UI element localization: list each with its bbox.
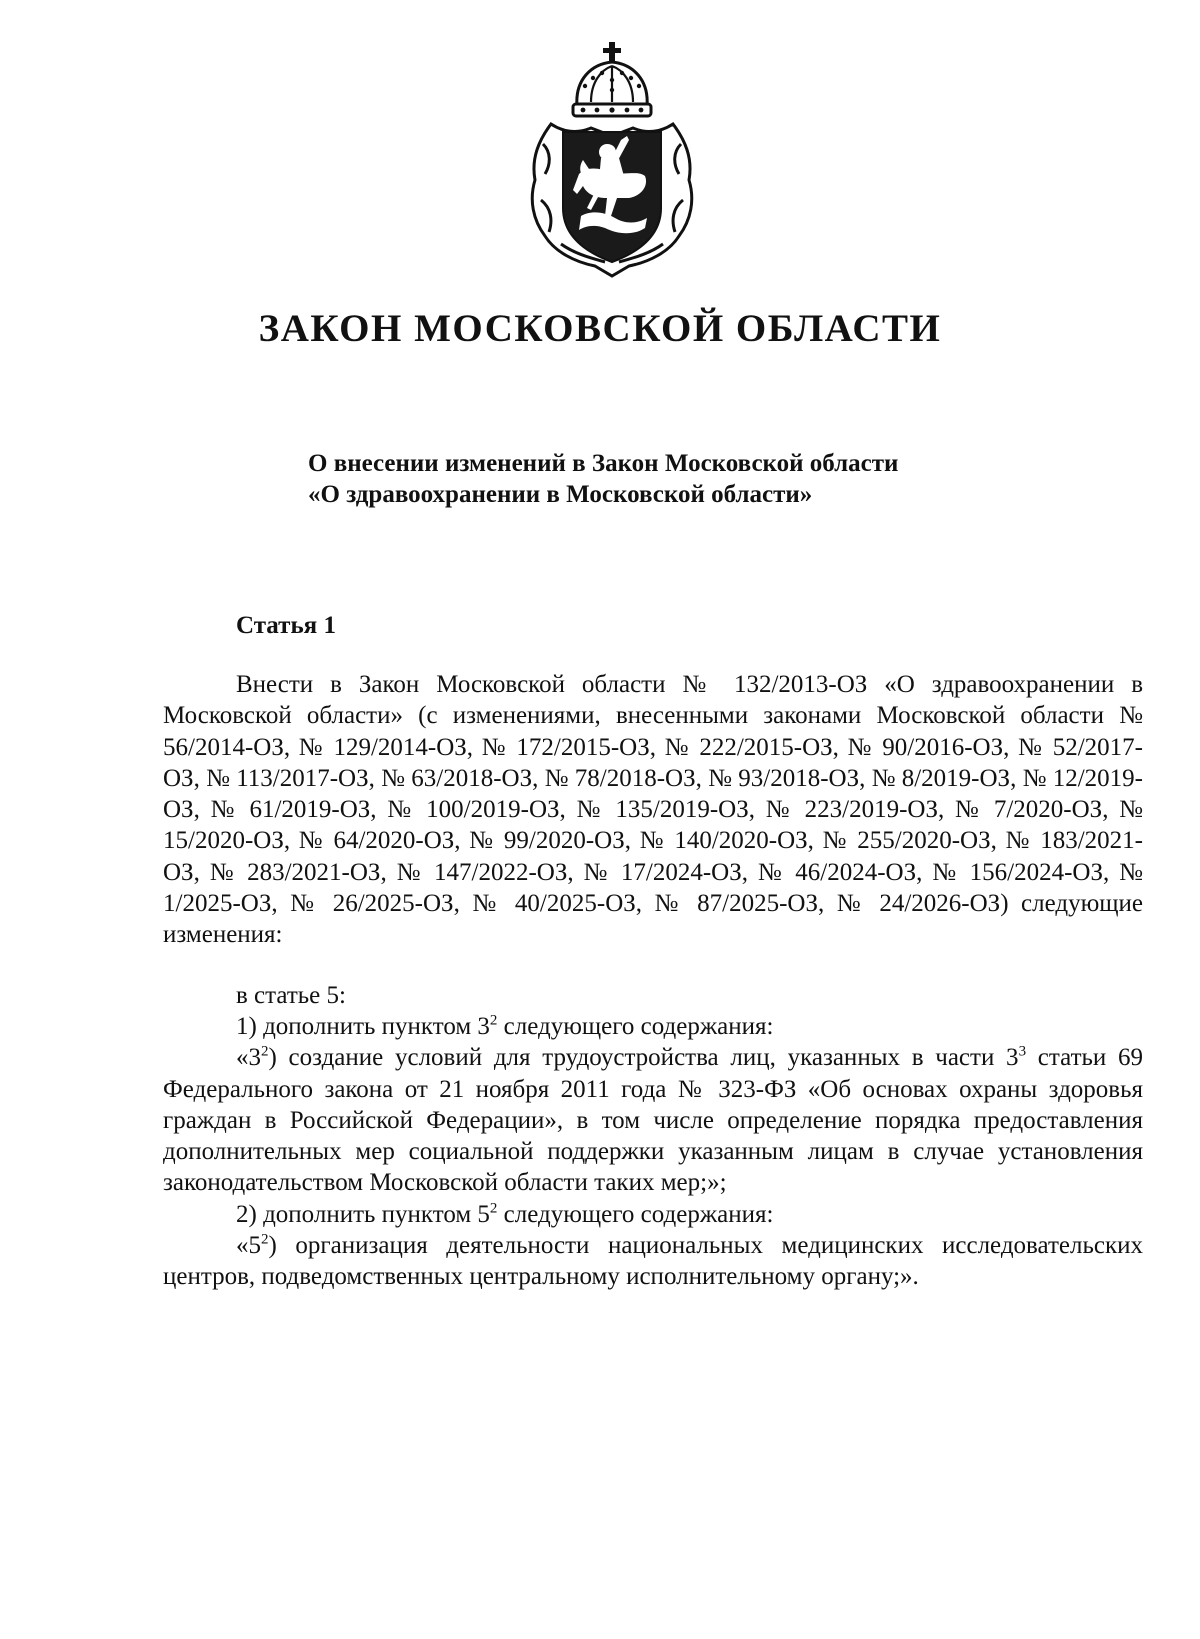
coat-of-arms-icon: [521, 40, 703, 278]
article-heading: Статья 1: [236, 612, 336, 639]
law-subtitle-line-1: О внесении изменений в Закон Московской области: [308, 450, 899, 477]
law-title: ЗАКОН МОСКОВСКОЙ ОБЛАСТИ: [258, 307, 942, 350]
amendment-quote-1: «$3^2$) создание условий для трудоустройства лиц, указанных в части $3^3$ статьи 69 Федерального закона от 21 ноября 2011 года № 323-ФЗ «Об основах охраны здоровья граждан в Российской Федерации», в том числе определение порядка предоставления дополнительных мер социальной поддержки указанным лицам в случае установления законодательством Московской области таких мер;»;: [163, 1043, 1144, 1197]
law-subtitle-line-2: «О здравоохранении в Московской области»: [308, 481, 813, 508]
amendment-item-2: 2) дополнить пунктом $5^2$ следующего содержания:: [236, 1200, 774, 1228]
in-article-line: в статье 5:: [236, 981, 346, 1009]
article-body: [163, 669, 1143, 1293]
amendment-quote-2: «$5^2$) организация деятельности национальных медицинских исследовательских центров, подведомственных центральному исполнительному органу;».: [163, 1231, 1143, 1291]
article-intro-paragraph: Внести в Закон Московской области № 132/2013-ОЗ «О здравоохранении в Московской области» (с изменениями, внесенными законами Московской области № 56/2014-ОЗ, № 129/2014-ОЗ, № 172/2015-ОЗ, № 222/2015-ОЗ, № 90/2016-ОЗ, № 52/2017-ОЗ, № 113/2017-ОЗ, № 63/2018-ОЗ, № 78/2018-ОЗ, № 93/2018-ОЗ, № 8/2019-ОЗ, № 12/2019-ОЗ, № 61/2019-ОЗ, № 100/2019-ОЗ, № 135/2019-ОЗ, № 223/2019-ОЗ, № 7/2020-ОЗ, № 15/2020-ОЗ, № 64/2020-ОЗ, № 99/2020-ОЗ, № 140/2020-ОЗ, № 255/2020-ОЗ, № 183/2021-ОЗ, № 283/2021-ОЗ, № 147/2022-ОЗ, № 17/2024-ОЗ, № 46/2024-ОЗ, № 156/2024-ОЗ, № 1/2025-ОЗ, № 26/2025-ОЗ, № 40/2025-ОЗ, № 87/2025-ОЗ, № 24/2026-ОЗ) следующие изменения:: [163, 671, 1143, 949]
amendment-item-1: 1) дополнить пунктом $3^2$ следующего содержания:: [236, 1012, 774, 1040]
